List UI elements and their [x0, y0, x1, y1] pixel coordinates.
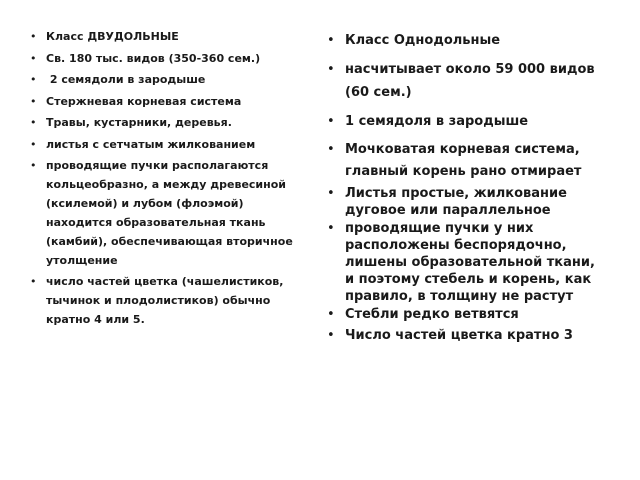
- list-item: • 1 семядоля в зародыше: [325, 110, 605, 133]
- list-item: • Листья простые, жилкование дуговое или параллельное: [325, 185, 605, 219]
- list-item: • проводящие пучки у них расположены беспорядочно, лишены образовательной ткани, и поэтому стебель и корень, как правило, в толщину не растут: [325, 220, 605, 305]
- list-item: • Число частей цветка кратно 3: [325, 327, 605, 344]
- monocot-list: [325, 29, 605, 345]
- list-item: • Св. 180 тыс. видов (350-360 сем.): [29, 49, 301, 69]
- list-item: • Травы, кустарники, деревья.: [29, 113, 301, 133]
- list-item: • 2 семядоли в зародыше: [29, 70, 301, 90]
- list-item: • насчитывает около 59 000 видов (60 сем.): [325, 58, 605, 104]
- list-item: • Стержневая корневая система: [29, 92, 301, 112]
- list-item: • проводящие пучки располагаются кольцеобразно, а между древесиной (ксилемой) и лубом (флоэмой) находится образовательная ткань (камбий), обеспечивающая вторичное утолщение: [29, 156, 301, 270]
- list-item: • Класс Однодольные: [325, 29, 605, 52]
- list-item: • Класс ДВУДОЛЬНЫЕ: [29, 27, 301, 47]
- list-item: • число частей цветка (чашелистиков, тычинок и плодолистиков) обычно кратно 4 или 5.: [29, 272, 301, 329]
- list-item: • Стебли редко ветвятся: [325, 306, 605, 323]
- list-item: • листья с сетчатым жилкованием: [29, 135, 301, 155]
- dicot-list: [29, 27, 301, 331]
- list-item: • Мочковатая корневая система, главный корень рано отмирает: [325, 139, 605, 183]
